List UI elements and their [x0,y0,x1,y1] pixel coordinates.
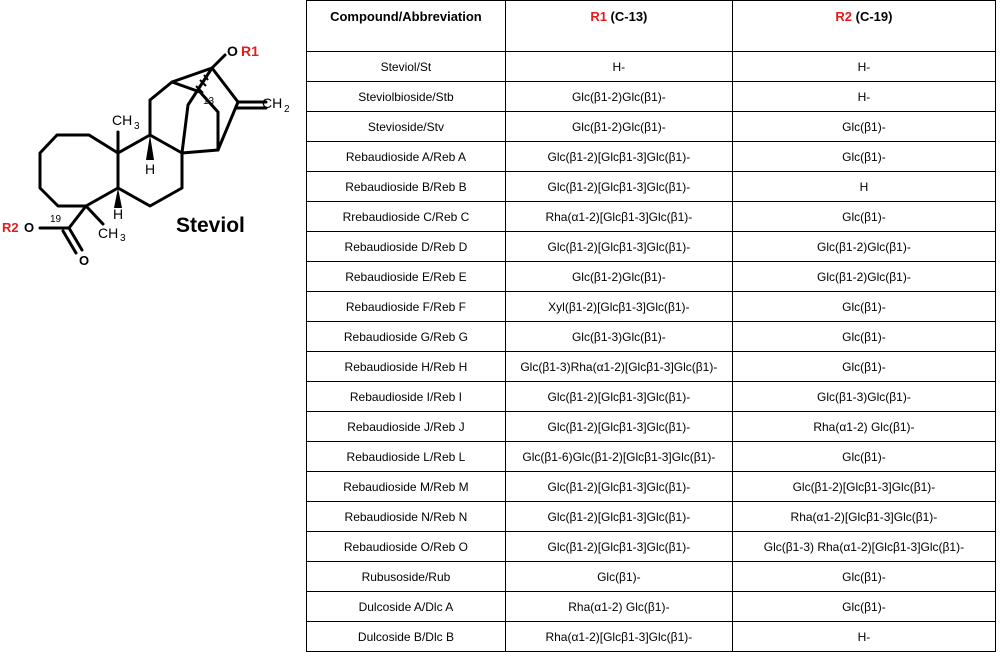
r2-cell: H [732,172,995,202]
table-row [307,382,996,412]
r1-cell: Glc(β1-2)[Glcβ1-3]Glc(β1)- [505,232,732,262]
table-row [307,232,996,262]
compound-cell: Rebaudioside I/Reb I [307,382,506,412]
r2-label: R2 [2,220,19,235]
r2-cell: Rha(α1-2)[Glcβ1-3]Glc(β1)- [732,502,995,532]
compound-cell: Rebaudioside O/Reb O [307,532,506,562]
compound-cell: Stevioside/Stv [307,112,506,142]
compound-cell: Rebaudioside A/Reb A [307,142,506,172]
compound-cell: Steviol/St [307,52,506,82]
hydrogen-label: H [113,206,124,222]
r2-cell: Glc(β1)- [732,442,995,472]
compound-cell: Dulcoside B/Dlc B [307,622,506,652]
r1-cell: Glc(β1-2)[Glcβ1-3]Glc(β1)- [505,172,732,202]
r1-cell: Glc(β1-2)[Glcβ1-3]Glc(β1)- [505,142,732,172]
methyl-bond [86,206,103,224]
r1-cell: Xyl(β1-2)[Glcβ1-3]Glc(β1)- [505,292,732,322]
compound-cell: Rebaudioside H/Reb H [307,352,506,382]
carbon-19-label: 19 [50,214,62,225]
carbon-13-label: 13 [203,96,215,107]
compound-cell: Rebaudioside J/Reb J [307,412,506,442]
header-compound: Compound/Abbreviation [307,1,506,52]
table-row [307,112,996,142]
ring-d-bond [182,68,212,153]
header-r1-suffix: (C-13) [606,9,648,24]
r2-cell: H- [732,82,995,112]
steviol-structure [0,0,300,300]
oxygen-label: O [227,43,238,59]
compound-cell: Rebaudioside L/Reb L [307,442,506,472]
table-row [307,52,996,82]
table-row [307,592,996,622]
r1-cell: Glc(β1)- [505,562,732,592]
compound-cell: Dulcoside A/Dlc A [307,592,506,622]
r2-cell: Glc(β1)- [732,142,995,172]
compound-cell: Rebaudioside N/Reb N [307,502,506,532]
r1-label: R1 [241,43,259,59]
table-row [307,562,996,592]
table-body [307,52,996,652]
r2-cell: Glc(β1)- [732,592,995,622]
table-row [307,322,996,352]
r1-cell: Glc(β1-3)Glc(β1)- [505,322,732,352]
table-row [307,172,996,202]
structure-name: Steviol [176,214,245,237]
r2-cell: Glc(β1)- [732,322,995,352]
table-row [307,352,996,382]
methyl-top-label: CH [112,112,133,128]
r2-cell: Glc(β1)- [732,202,995,232]
compound-cell: Rrebaudioside C/Reb C [307,202,506,232]
r1-cell: Glc(β1-2)[Glcβ1-3]Glc(β1)- [505,412,732,442]
r1-cell: Glc(β1-2)[Glcβ1-3]Glc(β1)- [505,502,732,532]
r2-cell: Glc(β1)- [732,292,995,322]
r2-cell: Glc(β1-2)Glc(β1)- [732,262,995,292]
r2-cell: Glc(β1)- [732,112,995,142]
r1-cell: Rha(α1-2)[Glcβ1-3]Glc(β1)- [505,622,732,652]
carbonyl-oxygen-label: O [79,253,90,268]
r1-cell: Glc(β1-2)[Glcβ1-3]Glc(β1)- [505,532,732,562]
table-row [307,442,996,472]
header-r2-prefix: R2 [835,9,852,24]
r2-cell: Glc(β1)- [732,562,995,592]
r1-cell: Glc(β1-2)[Glcβ1-3]Glc(β1)- [505,472,732,502]
hydrogen-label: H [145,161,156,177]
table-row [307,622,996,652]
compound-cell: Rebaudioside M/Reb M [307,472,506,502]
ring-a-bond [86,188,118,206]
carboxyl-bond [69,206,86,228]
compound-cell: Steviolbioside/Stb [307,82,506,112]
r2-cell: H- [732,622,995,652]
ester-oxygen-label: O [24,220,35,235]
compound-cell: Rebaudioside E/Reb E [307,262,506,292]
methyl-top-subscript: 3 [134,121,140,132]
table-row [307,412,996,442]
r1-cell: Glc(β1-6)Glc(β1-2)[Glcβ1-3]Glc(β1)- [505,442,732,472]
header-r1-prefix: R1 [590,9,607,24]
header-r1 [505,1,732,52]
wedge-bond [146,135,154,160]
r2-cell: Glc(β1-3)Glc(β1)- [732,382,995,412]
r1-cell: Glc(β1-2)Glc(β1)- [505,82,732,112]
table-row [307,262,996,292]
table-row [307,142,996,172]
r2-cell: Glc(β1)- [732,352,995,382]
r1-cell: Glc(β1-3)Rha(α1-2)[Glcβ1-3]Glc(β1)- [505,352,732,382]
table-row [307,472,996,502]
table-row [307,202,996,232]
compound-cell: Rebaudioside D/Reb D [307,232,506,262]
header-r2-suffix: (C-19) [852,9,893,24]
r2-cell: Rha(α1-2) Glc(β1)- [732,412,995,442]
compound-cell: Rubusoside/Rub [307,562,506,592]
methyl-bottom-label: CH [98,225,119,241]
r1-cell: Rha(α1-2) Glc(β1)- [505,592,732,622]
r1-cell: Glc(β1-2)[Glcβ1-3]Glc(β1)- [505,382,732,412]
compound-cell: Rebaudioside F/Reb F [307,292,506,322]
glycoside-table [306,0,996,652]
r2-cell: H- [732,52,995,82]
header-r2 [732,1,995,52]
table-row [307,502,996,532]
methylene-label: CH [262,95,283,111]
methyl-bottom-subscript: 3 [120,233,126,244]
r2-cell: Glc(β1-3) Rha(α1-2)[Glcβ1-3]Glc(β1)- [732,532,995,562]
oxygen-bond [212,55,225,68]
compound-cell: Rebaudioside B/Reb B [307,172,506,202]
table-row [307,532,996,562]
table-row [307,82,996,112]
r1-cell: H- [505,52,732,82]
r1-cell: Glc(β1-2)Glc(β1)- [505,262,732,292]
table-row [307,292,996,322]
table-header-row [307,1,996,52]
r1-cell: Rha(α1-2)[Glcβ1-3]Glc(β1)- [505,202,732,232]
r2-cell: Glc(β1-2)Glc(β1)- [732,232,995,262]
methylene-subscript: 2 [284,104,290,115]
r2-cell: Glc(β1-2)[Glcβ1-3]Glc(β1)- [732,472,995,502]
compound-cell: Rebaudioside G/Reb G [307,322,506,352]
r1-cell: Glc(β1-2)Glc(β1)- [505,112,732,142]
